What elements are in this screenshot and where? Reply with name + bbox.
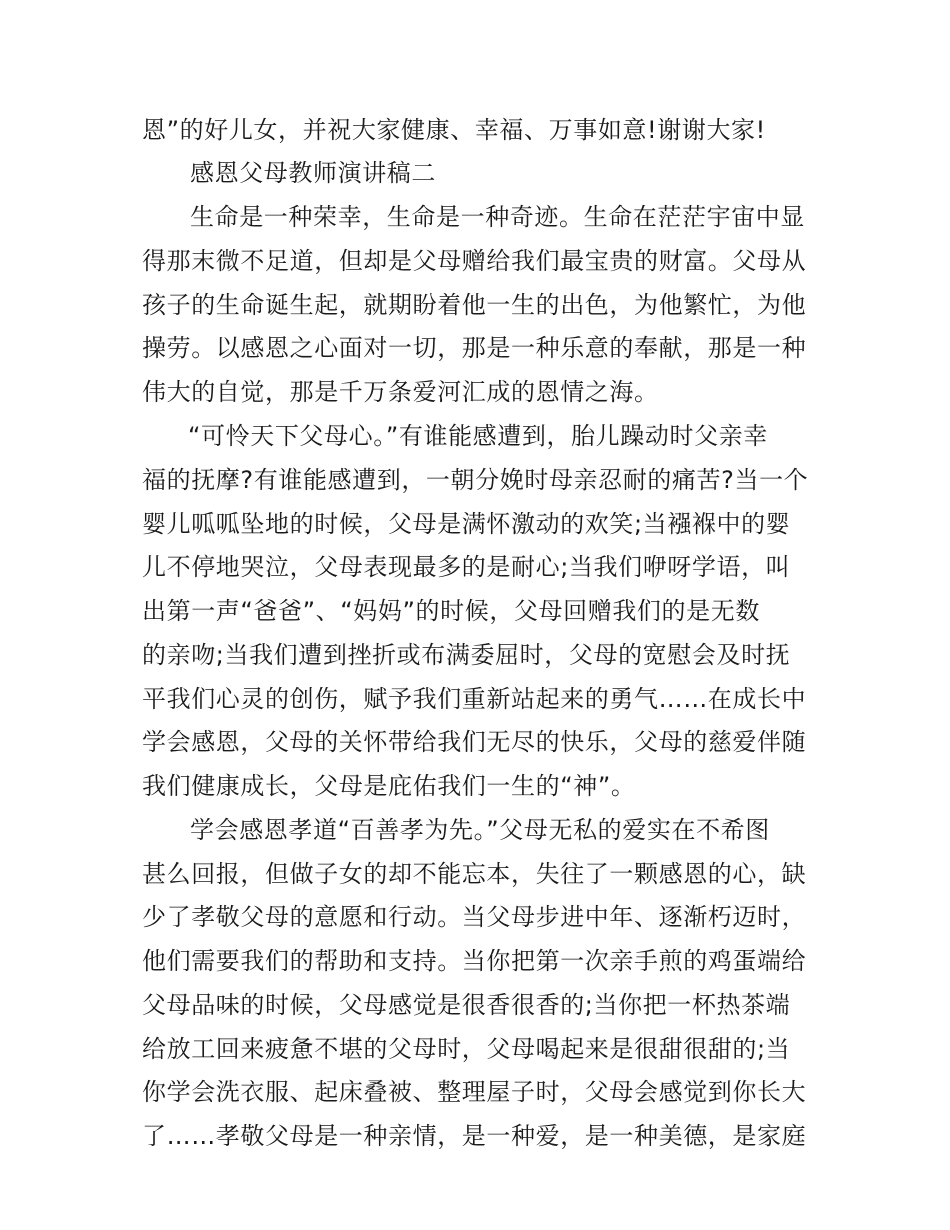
section-heading: 感恩父母教师演讲稿二 bbox=[190, 159, 436, 187]
text-line: 给放工回来疲惫不堪的父母时，父母喝起来是很甜很甜的;当 bbox=[142, 1035, 791, 1063]
text-line: 了……孝敬父母是一种亲情，是一种爱，是一种美德，是家庭 bbox=[142, 1122, 807, 1150]
text-line: 恩”的好儿女，并祝大家健康、幸福、万事如意!谢谢大家! bbox=[142, 116, 766, 144]
text-line: 的亲吻;当我们遭到挫折或布满委屈时，父母的宽慰会及时抚 bbox=[142, 641, 791, 669]
text-line: 我们健康成长，父母是庇佑我们一生的“神”。 bbox=[142, 772, 636, 800]
text-line: 操劳。以感恩之心面对一切，那是一种乐意的奉献，那是一种 bbox=[142, 334, 807, 362]
text-line: 甚么回报，但做子女的却不能忘本，失往了一颗感恩的心，缺 bbox=[142, 860, 807, 888]
text-line: 学会感恩孝道“百善孝为先。”父母无私的爱实在不希图 bbox=[190, 816, 770, 844]
text-line: 父母品味的时候，父母感觉是很香很香的;当你把一杯热茶端 bbox=[142, 991, 791, 1019]
text-line: 生命是一种荣幸，生命是一种奇迹。生命在茫茫宇宙中显 bbox=[190, 203, 805, 231]
text-line: 孩子的生命诞生起，就期盼着他一生的出色，为他繁忙，为他 bbox=[142, 291, 807, 319]
text-line: 学会感恩，父母的关怀带给我们无尽的快乐，父母的慈爱伴随 bbox=[142, 728, 807, 756]
text-line: 少了孝敬父母的意愿和行动。当父母步进中年、逐渐朽迈时， bbox=[142, 903, 807, 931]
text-line: 平我们心灵的创伤，赋予我们重新站起来的勇气……在成长中 bbox=[142, 685, 807, 713]
text-line: 得那末微不足道，但却是父母赠给我们最宝贵的财富。父母从 bbox=[142, 247, 807, 275]
text-line: 婴儿呱呱坠地的时候，父母是满怀激动的欢笑;当襁褓中的婴 bbox=[142, 510, 791, 538]
text-line: 他们需要我们的帮助和支持。当你把第一次亲手煎的鸡蛋端给 bbox=[142, 947, 807, 975]
text-line: 伟大的自觉，那是千万条爱河汇成的恩情之海。 bbox=[142, 378, 659, 406]
text-line: 儿不停地哭泣，父母表现最多的是耐心;当我们咿呀学语，叫 bbox=[142, 553, 791, 581]
text-line: “可怜天下父母心。”有谁能感遭到，胎儿躁动时父亲幸 bbox=[188, 422, 768, 450]
text-line: 出第一声“爸爸”、“妈妈”的时候，父母回赠我们的是无数 bbox=[142, 597, 760, 625]
text-line: 你学会洗衣服、起床叠被、整理屋子时，父母会感觉到你长大 bbox=[142, 1078, 807, 1106]
text-line: 福的抚摩?有谁能感遭到，一朝分娩时母亲忍耐的痛苦?当一个 bbox=[142, 466, 809, 494]
